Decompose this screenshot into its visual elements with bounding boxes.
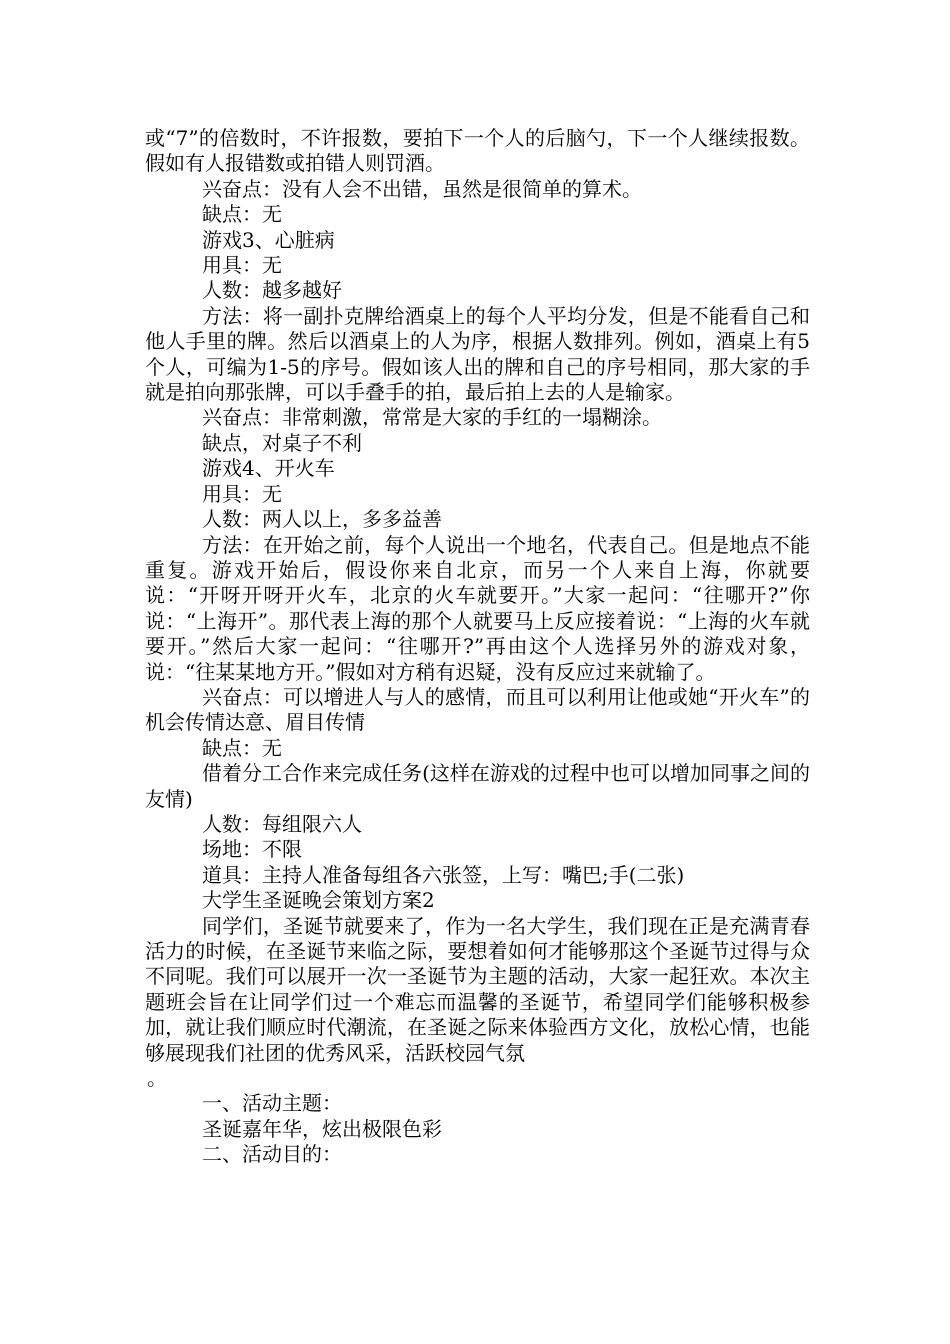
document-body — [145, 126, 810, 1168]
section-heading: 大学生圣诞晚会策划方案2 — [202, 888, 435, 913]
paragraph: 人数：越多越好 — [202, 278, 342, 303]
paragraph: 圣诞嘉年华，炫出极限色彩 — [202, 1116, 442, 1141]
paragraph: 缺点，对桌子不利 — [202, 430, 362, 455]
paragraph: 兴奋点：可以增进人与人的感情，而且可以利用让他或她“开火车”的机会传情达意、眉目传情 — [145, 684, 810, 735]
paragraph: 方法：将一副扑克牌给酒桌上的每个人平均分发，但是不能看自己和他人手里的牌。然后以酒桌上的人为序，根据人数排列。例如，酒桌上有5个人，可编为1-5的序号。假如该人出的牌和自己的序号相同，那大家的手就是拍向那张牌，可以手叠手的拍，最后拍上去的人是输家。 — [145, 303, 810, 405]
paragraph: 兴奋点：非常刺激，常常是大家的手红的一塌糊涂。 — [202, 405, 662, 430]
paragraph: 道具：主持人准备每组各六张签，上写：嘴巴;手(二张) — [202, 862, 685, 887]
paragraph: 场地：不限 — [202, 837, 302, 862]
paragraph: 方法：在开始之前，每个人说出一个地名，代表自己。但是地点不能重复。游戏开始后，假设你来自北京，而另一个人来自上海，你就要说：“开呀开呀开火车，北京的火车就要开。”大家一起问：“往哪开?”你说：“上海开”。那代表上海的那个人就要马上反应接着说：“上海的火车就要开。”然后大家一起问：“往哪开?”再由这个人选择另外的游戏对象，说：“往某某地方开。”假如对方稍有迟疑，没有反应过来就输了。 — [145, 532, 810, 684]
section-heading: 游戏4、开火车 — [202, 456, 335, 481]
paragraph: 用具：无 — [202, 481, 282, 506]
section-heading: 游戏3、心脏病 — [202, 227, 335, 252]
paragraph: 同学们，圣诞节就要来了，作为一名大学生，我们现在正是充满青春活力的时候，在圣诞节来临之际，要想着如何才能够那这个圣诞节过得与众不同呢。我们可以展开一次一圣诞节为主题的活动，大家一起狂欢。本次主题班会旨在让同学们过一个难忘而温馨的圣诞节，希望同学们能够积极参加，就让我们顺应时代潮流，在圣诞之际来体验西方文化，放松心情，也能够展现我们社团的优秀风采，活跃校园气氛 — [145, 913, 810, 1065]
paragraph: 缺点：无 — [202, 735, 282, 760]
section-heading: 一、活动主题： — [202, 1091, 342, 1116]
paragraph: 用具：无 — [202, 253, 282, 278]
section-heading: 二、活动目的： — [202, 1142, 342, 1167]
paragraph: 人数：每组限六人 — [202, 811, 362, 836]
paragraph: 人数：两人以上，多多益善 — [202, 507, 442, 532]
paragraph: 兴奋点：没有人会不出错，虽然是很简单的算术。 — [202, 176, 642, 201]
paragraph: 。 — [147, 1066, 167, 1091]
paragraph: 借着分工合作来完成任务(这样在游戏的过程中也可以增加同事之间的友情) — [145, 761, 810, 811]
paragraph: 缺点：无 — [202, 202, 282, 227]
paragraph: 或“7”的倍数时，不许报数，要拍下一个人的后脑勺，下一个人继续报数。假如有人报错数或拍错人则罚酒。 — [145, 126, 810, 176]
